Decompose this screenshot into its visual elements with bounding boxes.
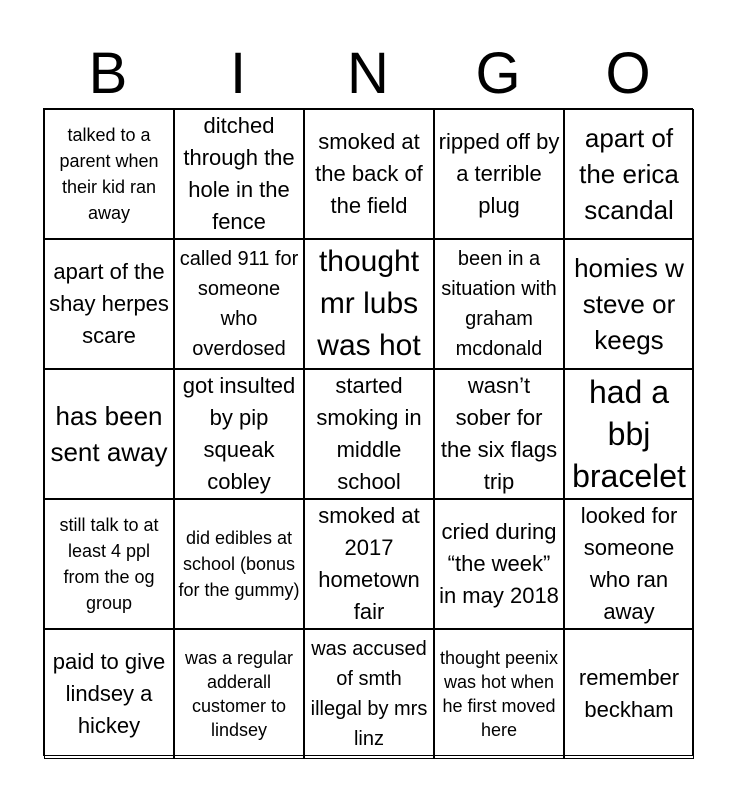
bingo-cell-r1c3[interactable]: smoked at the back of the field — [304, 109, 434, 239]
bingo-cell-r3c2[interactable]: got insulted by pip squeak cobley — [174, 369, 304, 499]
bingo-board — [43, 108, 693, 756]
header-letter-i: I — [229, 41, 247, 106]
bingo-cell-r4c4[interactable]: cried during “the week” in may 2018 — [434, 499, 564, 629]
bingo-cell-r1c4[interactable]: ripped off by a terrible plug — [434, 109, 564, 239]
bingo-cell-r3c1[interactable]: has been sent away — [44, 369, 174, 499]
bingo-cell-r4c1[interactable]: still talk to at least 4 ppl from the og group — [44, 499, 174, 629]
bingo-cell-r2c3[interactable]: thought mr lubs was hot — [304, 239, 434, 369]
bingo-cell-r1c5[interactable]: apart of the erica scandal — [564, 109, 694, 239]
bingo-cell-r2c1[interactable]: apart of the shay herpes scare — [44, 239, 174, 369]
bingo-cell-r5c5[interactable]: remember beckham — [564, 629, 694, 759]
bingo-cell-r5c3[interactable]: was accused of smth illegal by mrs linz — [304, 629, 434, 759]
bingo-cell-r2c5[interactable]: homies w steve or keegs — [564, 239, 694, 369]
bingo-cell-r4c2[interactable]: did edibles at school (bonus for the gummy) — [174, 499, 304, 629]
bingo-cell-r3c3[interactable]: started smoking in middle school — [304, 369, 434, 499]
bingo-cell-r5c4[interactable]: thought peenix was hot when he first moved here — [434, 629, 564, 759]
bingo-cell-r2c2[interactable]: called 911 for someone who overdosed — [174, 239, 304, 369]
bingo-cell-r1c1[interactable]: talked to a parent when their kid ran away — [44, 109, 174, 239]
bingo-cell-r2c4[interactable]: been in a situation with graham mcdonald — [434, 239, 564, 369]
header-letter-n: N — [347, 41, 389, 106]
bingo-header — [43, 40, 693, 108]
header-letter-b: B — [88, 41, 128, 106]
bingo-cell-r5c2[interactable]: was a regular adderall customer to lindsey — [174, 629, 304, 759]
bingo-cell-r4c5[interactable]: looked for someone who ran away — [564, 499, 694, 629]
bingo-cell-r5c1[interactable]: paid to give lindsey a hickey — [44, 629, 174, 759]
bingo-cell-r3c4[interactable]: wasn’t sober for the six flags trip — [434, 369, 564, 499]
bingo-cell-r3c5[interactable]: had a bbj bracelet — [564, 369, 694, 499]
bingo-cell-r4c3[interactable]: smoked at 2017 hometown fair — [304, 499, 434, 629]
bingo-cell-r1c2[interactable]: ditched through the hole in the fence — [174, 109, 304, 239]
header-letter-o: O — [605, 41, 651, 106]
header-letter-g: G — [475, 41, 521, 106]
